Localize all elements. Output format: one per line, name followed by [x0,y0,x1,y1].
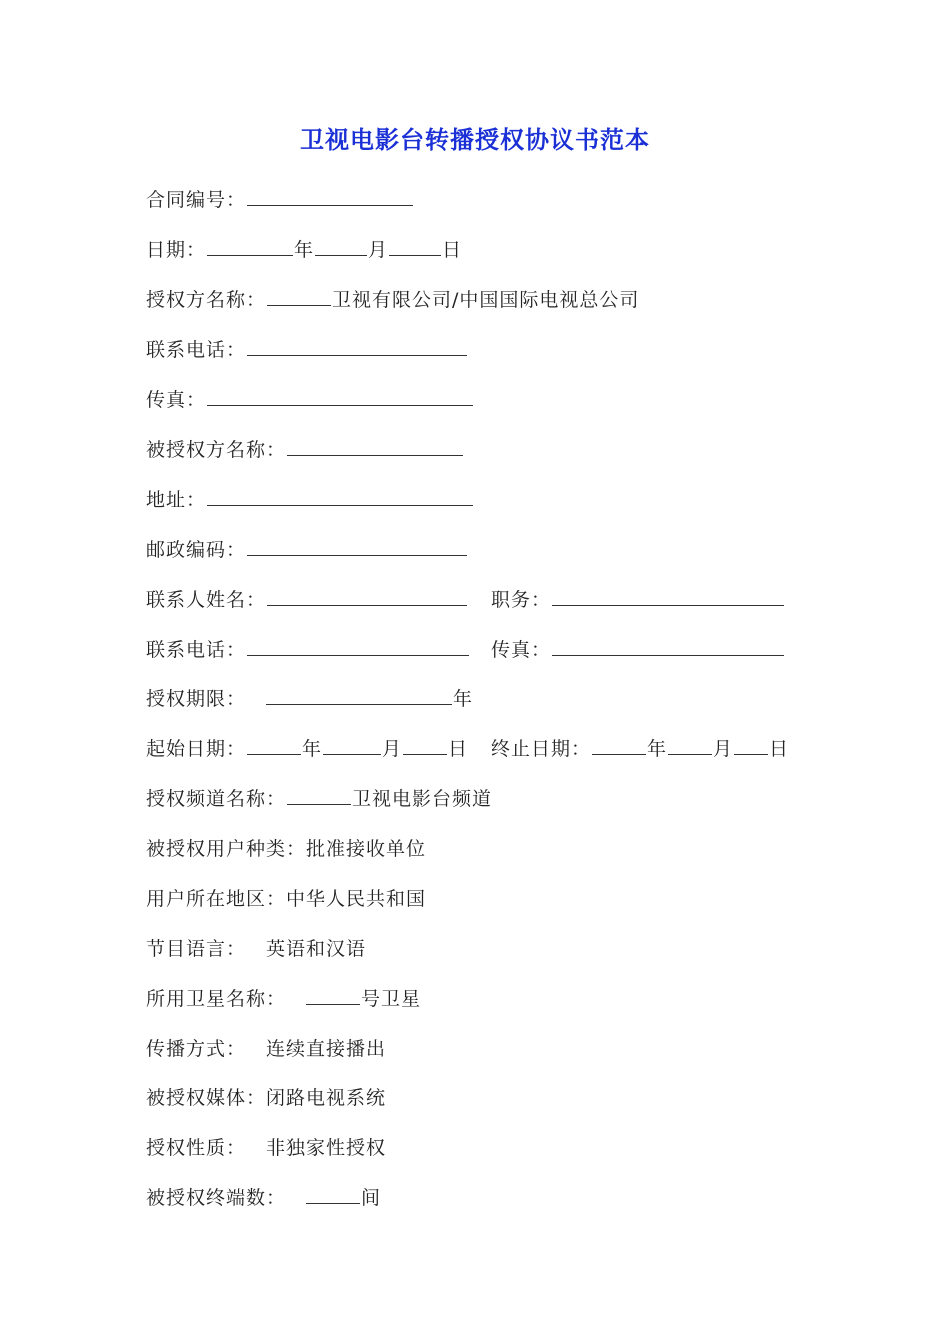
date-month-blank[interactable] [315,237,367,256]
start-date-row [146,736,468,762]
terminals-row [146,1185,381,1211]
date-year-blank[interactable] [207,237,293,256]
channel-blank[interactable] [287,786,351,805]
satellite-row [146,986,421,1012]
end-month-label: 月 [713,738,734,760]
day-label: 日 [442,239,463,261]
year-label: 年 [294,239,315,261]
term-label: 授权期限： [146,688,247,710]
media-row [146,1085,386,1111]
start-date-label: 起始日期： [146,738,247,760]
address-blank[interactable] [207,487,473,506]
broadcast-value: 连续直接播出 [266,1038,387,1060]
licensor-blank[interactable] [267,287,331,306]
channel-label: 授权频道名称： [146,788,287,810]
start-month-label: 月 [382,738,403,760]
contact-name-blank[interactable] [267,587,467,606]
nature-value: 非独家性授权 [266,1137,387,1159]
user-type-value: 批准接收单位 [306,838,427,860]
contract-no-row [146,187,414,213]
term-year-label: 年 [453,688,474,710]
term-row [146,686,473,712]
language-label: 节目语言： [146,938,247,960]
user-type-row [146,836,426,862]
satellite-blank[interactable] [306,986,360,1005]
broadcast-label: 传播方式： [146,1038,247,1060]
region-label: 用户所在地区： [146,888,287,910]
address-label: 地址： [146,489,207,511]
channel-value: 卫视电影台频道 [352,788,493,810]
language-row [146,936,366,962]
fax-blank[interactable] [207,387,473,406]
licensee-label: 被授权方名称： [146,439,287,461]
contract-no-label: 合同编号： [146,189,247,211]
phone-label: 联系电话： [146,339,247,361]
date-label: 日期： [146,239,207,261]
end-day-label: 日 [769,738,790,760]
position-blank[interactable] [552,587,784,606]
phone-row [146,337,468,363]
terminals-value: 间 [361,1187,382,1209]
channel-row [146,786,492,812]
start-day-blank[interactable] [403,736,447,755]
user-type-label: 被授权用户种类： [146,838,307,860]
start-year-label: 年 [302,738,323,760]
region-value: 中华人民共和国 [286,888,427,910]
address-row [146,487,474,513]
fax-row [146,387,474,413]
licensor-label: 授权方名称： [146,289,267,311]
licensee-row [146,437,464,463]
language-value: 英语和汉语 [266,938,367,960]
fax-blank-2[interactable] [552,637,784,656]
media-label: 被授权媒体： [146,1087,267,1109]
nature-row [146,1135,386,1161]
nature-label: 授权性质： [146,1137,247,1159]
media-value: 闭路电视系统 [266,1087,387,1109]
region-row [146,886,426,912]
fax-label: 传真： [146,389,207,411]
postcode-label: 邮政编码： [146,539,247,561]
postcode-row [146,537,468,563]
end-month-blank[interactable] [668,736,712,755]
terminals-label: 被授权终端数： [146,1187,287,1209]
phone-blank[interactable] [247,337,467,356]
end-year-blank[interactable] [592,736,646,755]
contract-no-blank[interactable] [247,187,413,206]
start-day-label: 日 [448,738,469,760]
satellite-label: 所用卫星名称： [146,988,287,1010]
term-blank[interactable] [266,686,452,705]
phone-blank-2[interactable] [247,637,469,656]
end-year-label: 年 [647,738,668,760]
position-cell [491,587,785,613]
postcode-blank[interactable] [247,537,467,556]
start-year-blank[interactable] [247,736,301,755]
satellite-value: 号卫星 [361,988,422,1010]
phone-label-2: 联系电话： [146,639,247,661]
broadcast-row [146,1036,386,1062]
document-title: 卫视电影台转播授权协议书范本 [300,126,650,154]
month-label: 月 [368,239,389,261]
phone-row-2 [146,637,470,663]
date-row [146,237,462,263]
start-month-blank[interactable] [323,736,381,755]
fax-cell-2 [491,637,785,663]
licensor-value: 卫视有限公司/中国国际电视总公司 [332,289,640,311]
contact-name-label: 联系人姓名： [146,589,267,611]
end-day-blank[interactable] [734,736,768,755]
licensor-row [146,287,639,313]
end-date-cell [491,736,789,762]
position-label: 职务： [491,589,552,611]
fax-label-2: 传真： [491,639,552,661]
end-date-label: 终止日期： [491,738,592,760]
licensee-blank[interactable] [287,437,463,456]
date-day-blank[interactable] [389,237,441,256]
contact-row [146,587,468,613]
terminals-blank[interactable] [306,1185,360,1204]
